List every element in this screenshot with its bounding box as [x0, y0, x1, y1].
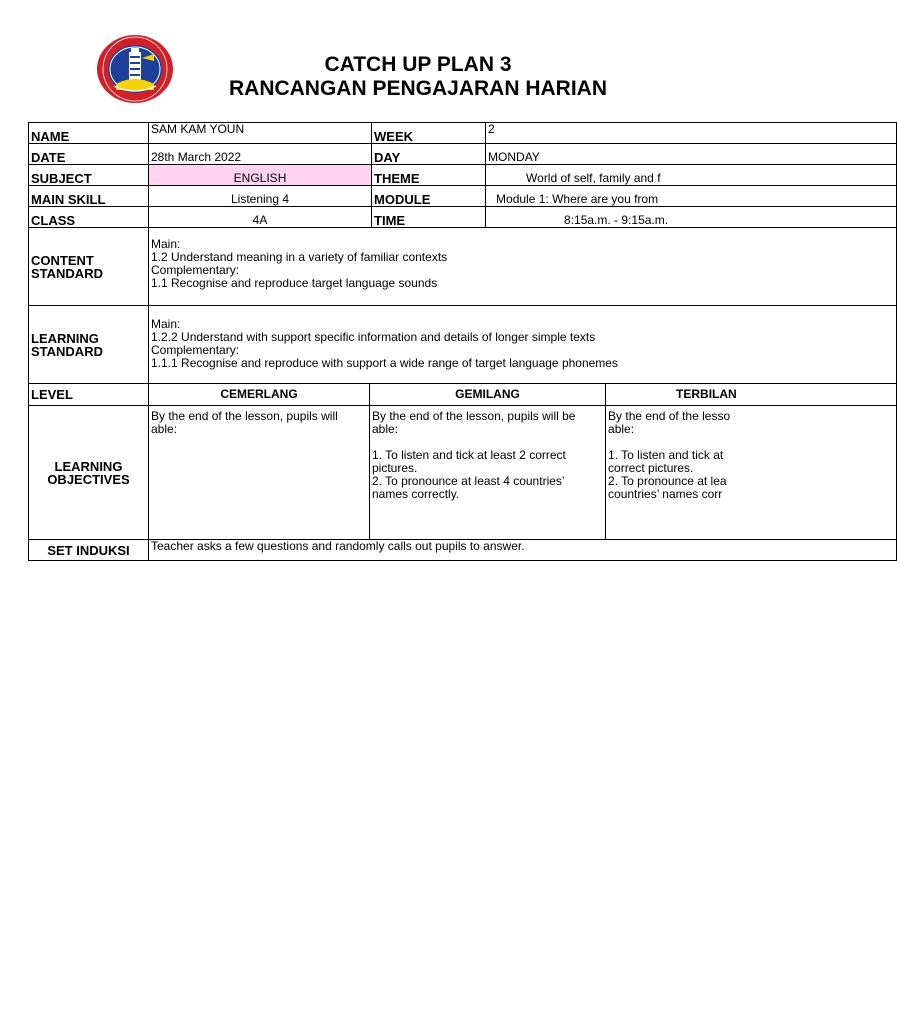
day-label: DAY [372, 144, 486, 165]
learning-standard-label: LEARNING STANDARD [29, 306, 149, 384]
theme-label: THEME [372, 165, 486, 186]
learning-standard-text: Main: 1.2.2 Understand with support specific information and details of longer simple texts Complementary: 1.1.1 Recognise and reproduce with support a wide range of target language phonemes [149, 306, 897, 384]
row-learning-standard [29, 306, 897, 384]
level-terbilang: TERBILAN [606, 384, 897, 406]
content-standard-text: Main: 1.2 Understand meaning in a variety of familiar contexts Complementary: 1.1 Recognise and reproduce target language sounds [149, 228, 897, 306]
main-skill-label: MAIN SKILL [29, 186, 149, 207]
set-induksi-label: SET INDUKSI [29, 540, 149, 561]
subject-label: SUBJECT [29, 165, 149, 186]
class-value: 4A [149, 207, 372, 228]
learning-objectives-label: LEARNING OBJECTIVES [29, 406, 149, 540]
row-subject [29, 165, 897, 186]
objectives-gemilang: By the end of the lesson, pupils will be able: 1. To listen and tick at least 2 correct pictures. 2. To pronounce at least 4 countries’ names correctly. [370, 406, 606, 540]
date-value: 28th March 2022 [149, 144, 372, 165]
row-name [29, 123, 897, 144]
page-subtitle: RANCANGAN PENGAJARAN HARIAN [228, 77, 607, 100]
row-level [29, 384, 897, 406]
school-logo [96, 34, 174, 104]
main-skill-value: Listening 4 [149, 186, 372, 207]
subject-value: ENGLISH [149, 165, 372, 186]
row-skill [29, 186, 897, 207]
lesson-plan-table [28, 122, 897, 561]
objectives-terbilang: By the end of the lesso able: 1. To listen and tick at correct pictures. 2. To pronounce at lea countries’ names corr [606, 406, 897, 540]
time-label: TIME [372, 207, 486, 228]
row-class [29, 207, 897, 228]
row-date [29, 144, 897, 165]
time-value: 8:15a.m. - 9:15a.m. [486, 207, 897, 228]
row-learning-objectives [29, 406, 897, 540]
objectives-cemerlang: By the end of the lesson, pupils will able: [149, 406, 370, 540]
week-value: 2 [486, 123, 897, 144]
level-label: LEVEL [29, 384, 149, 406]
name-value: SAM KAM YOUN [149, 123, 372, 144]
name-label: NAME [29, 123, 149, 144]
module-value: Module 1: Where are you from [486, 186, 897, 207]
theme-value: World of self, family and f [486, 165, 897, 186]
day-value: MONDAY [486, 144, 897, 165]
level-gemilang: GEMILANG [370, 384, 606, 406]
row-content-standard [29, 228, 897, 306]
week-label: WEEK [372, 123, 486, 144]
set-induksi-text: Teacher asks a few questions and randomly calls out pupils to answer. [149, 540, 897, 561]
module-label: MODULE [372, 186, 486, 207]
content-standard-label: CONTENT STANDARD [29, 228, 149, 306]
lesson-plan-sheet [28, 122, 737, 572]
level-cemerlang: CEMERLANG [149, 384, 370, 406]
class-label: CLASS [29, 207, 149, 228]
school-crest-icon [96, 34, 174, 104]
row-set-induksi [29, 540, 897, 561]
date-label: DATE [29, 144, 149, 165]
page-title: CATCH UP PLAN 3 [324, 53, 512, 76]
